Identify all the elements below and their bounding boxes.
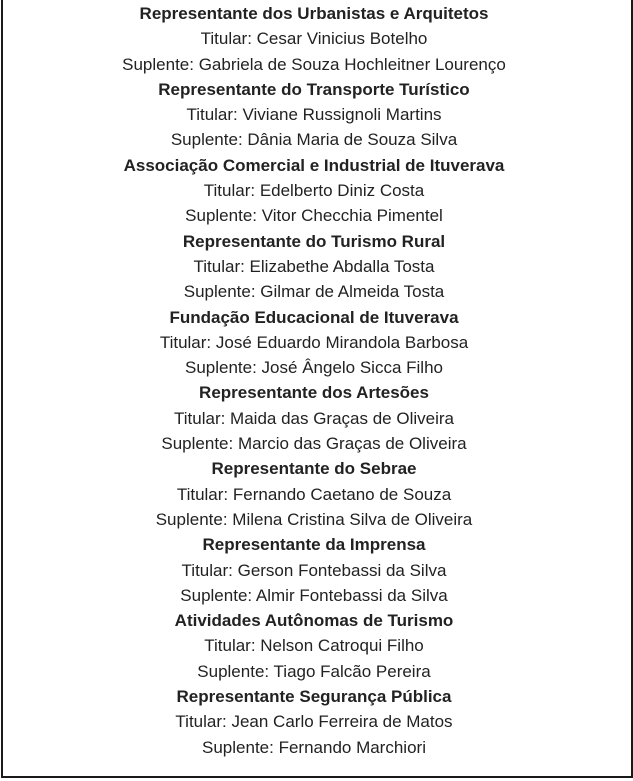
titular-line: Titular: Viviane Russignoli Martins	[186, 105, 442, 125]
suplente-line: Suplente: Almir Fontebassi da Silva	[180, 585, 448, 605]
group-heading: Representante do Turismo Rural	[182, 231, 446, 251]
group-heading: Representante Segurança Pública	[176, 687, 452, 707]
titular-line: Titular: Fernando Caetano de Souza	[176, 484, 452, 504]
member-list	[3, 1, 625, 760]
group-heading: Associação Comercial e Industrial de Ituverava	[123, 155, 505, 175]
suplente-line: Suplente: Gabriela de Souza Hochleitner Lourenço	[122, 54, 506, 74]
suplente-line: Suplente: Tiago Falcão Pereira	[197, 661, 431, 681]
titular-line: Titular: José Eduardo Mirandola Barbosa	[159, 332, 469, 352]
suplente-line: Suplente: Milena Cristina Silva de Oliveira	[155, 509, 473, 529]
suplente-line: Suplente: Fernando Marchiori	[202, 737, 426, 757]
titular-line: Titular: Jean Carlo Ferreira de Matos	[175, 712, 453, 732]
group-heading: Fundação Educacional de Ituverava	[169, 307, 459, 327]
group-heading: Representante da Imprensa	[202, 535, 426, 555]
suplente-line: Suplente: Gilmar de Almeida Tosta	[183, 282, 445, 302]
suplente-line: Suplente: Marcio das Graças de Oliveira	[161, 434, 467, 454]
group-heading: Representante dos Urbanistas e Arquitetos	[139, 4, 489, 23]
group-heading: Representante do Sebrae	[211, 459, 417, 479]
suplente-line: Suplente: Vitor Checchia Pimentel	[185, 206, 443, 226]
group-heading: Representante do Transporte Turístico	[158, 79, 470, 99]
suplente-line: Suplente: Dânia Maria de Souza Silva	[170, 130, 458, 150]
titular-line: Titular: Gerson Fontebassi da Silva	[181, 560, 447, 580]
titular-line: Titular: Nelson Catroqui Filho	[204, 636, 424, 656]
titular-line: Titular: Elizabethe Abdalla Tosta	[193, 256, 435, 276]
titular-line: Titular: Maida das Graças de Oliveira	[174, 408, 454, 428]
group-heading: Atividades Autônomas de Turismo	[174, 611, 454, 631]
suplente-line: Suplente: José Ângelo Sicca Filho	[185, 358, 443, 378]
group-heading: Representante dos Artesões	[199, 383, 429, 403]
titular-line: Titular: Cesar Vinicius Botelho	[200, 29, 428, 49]
titular-line: Titular: Edelberto Diniz Costa	[203, 181, 425, 201]
